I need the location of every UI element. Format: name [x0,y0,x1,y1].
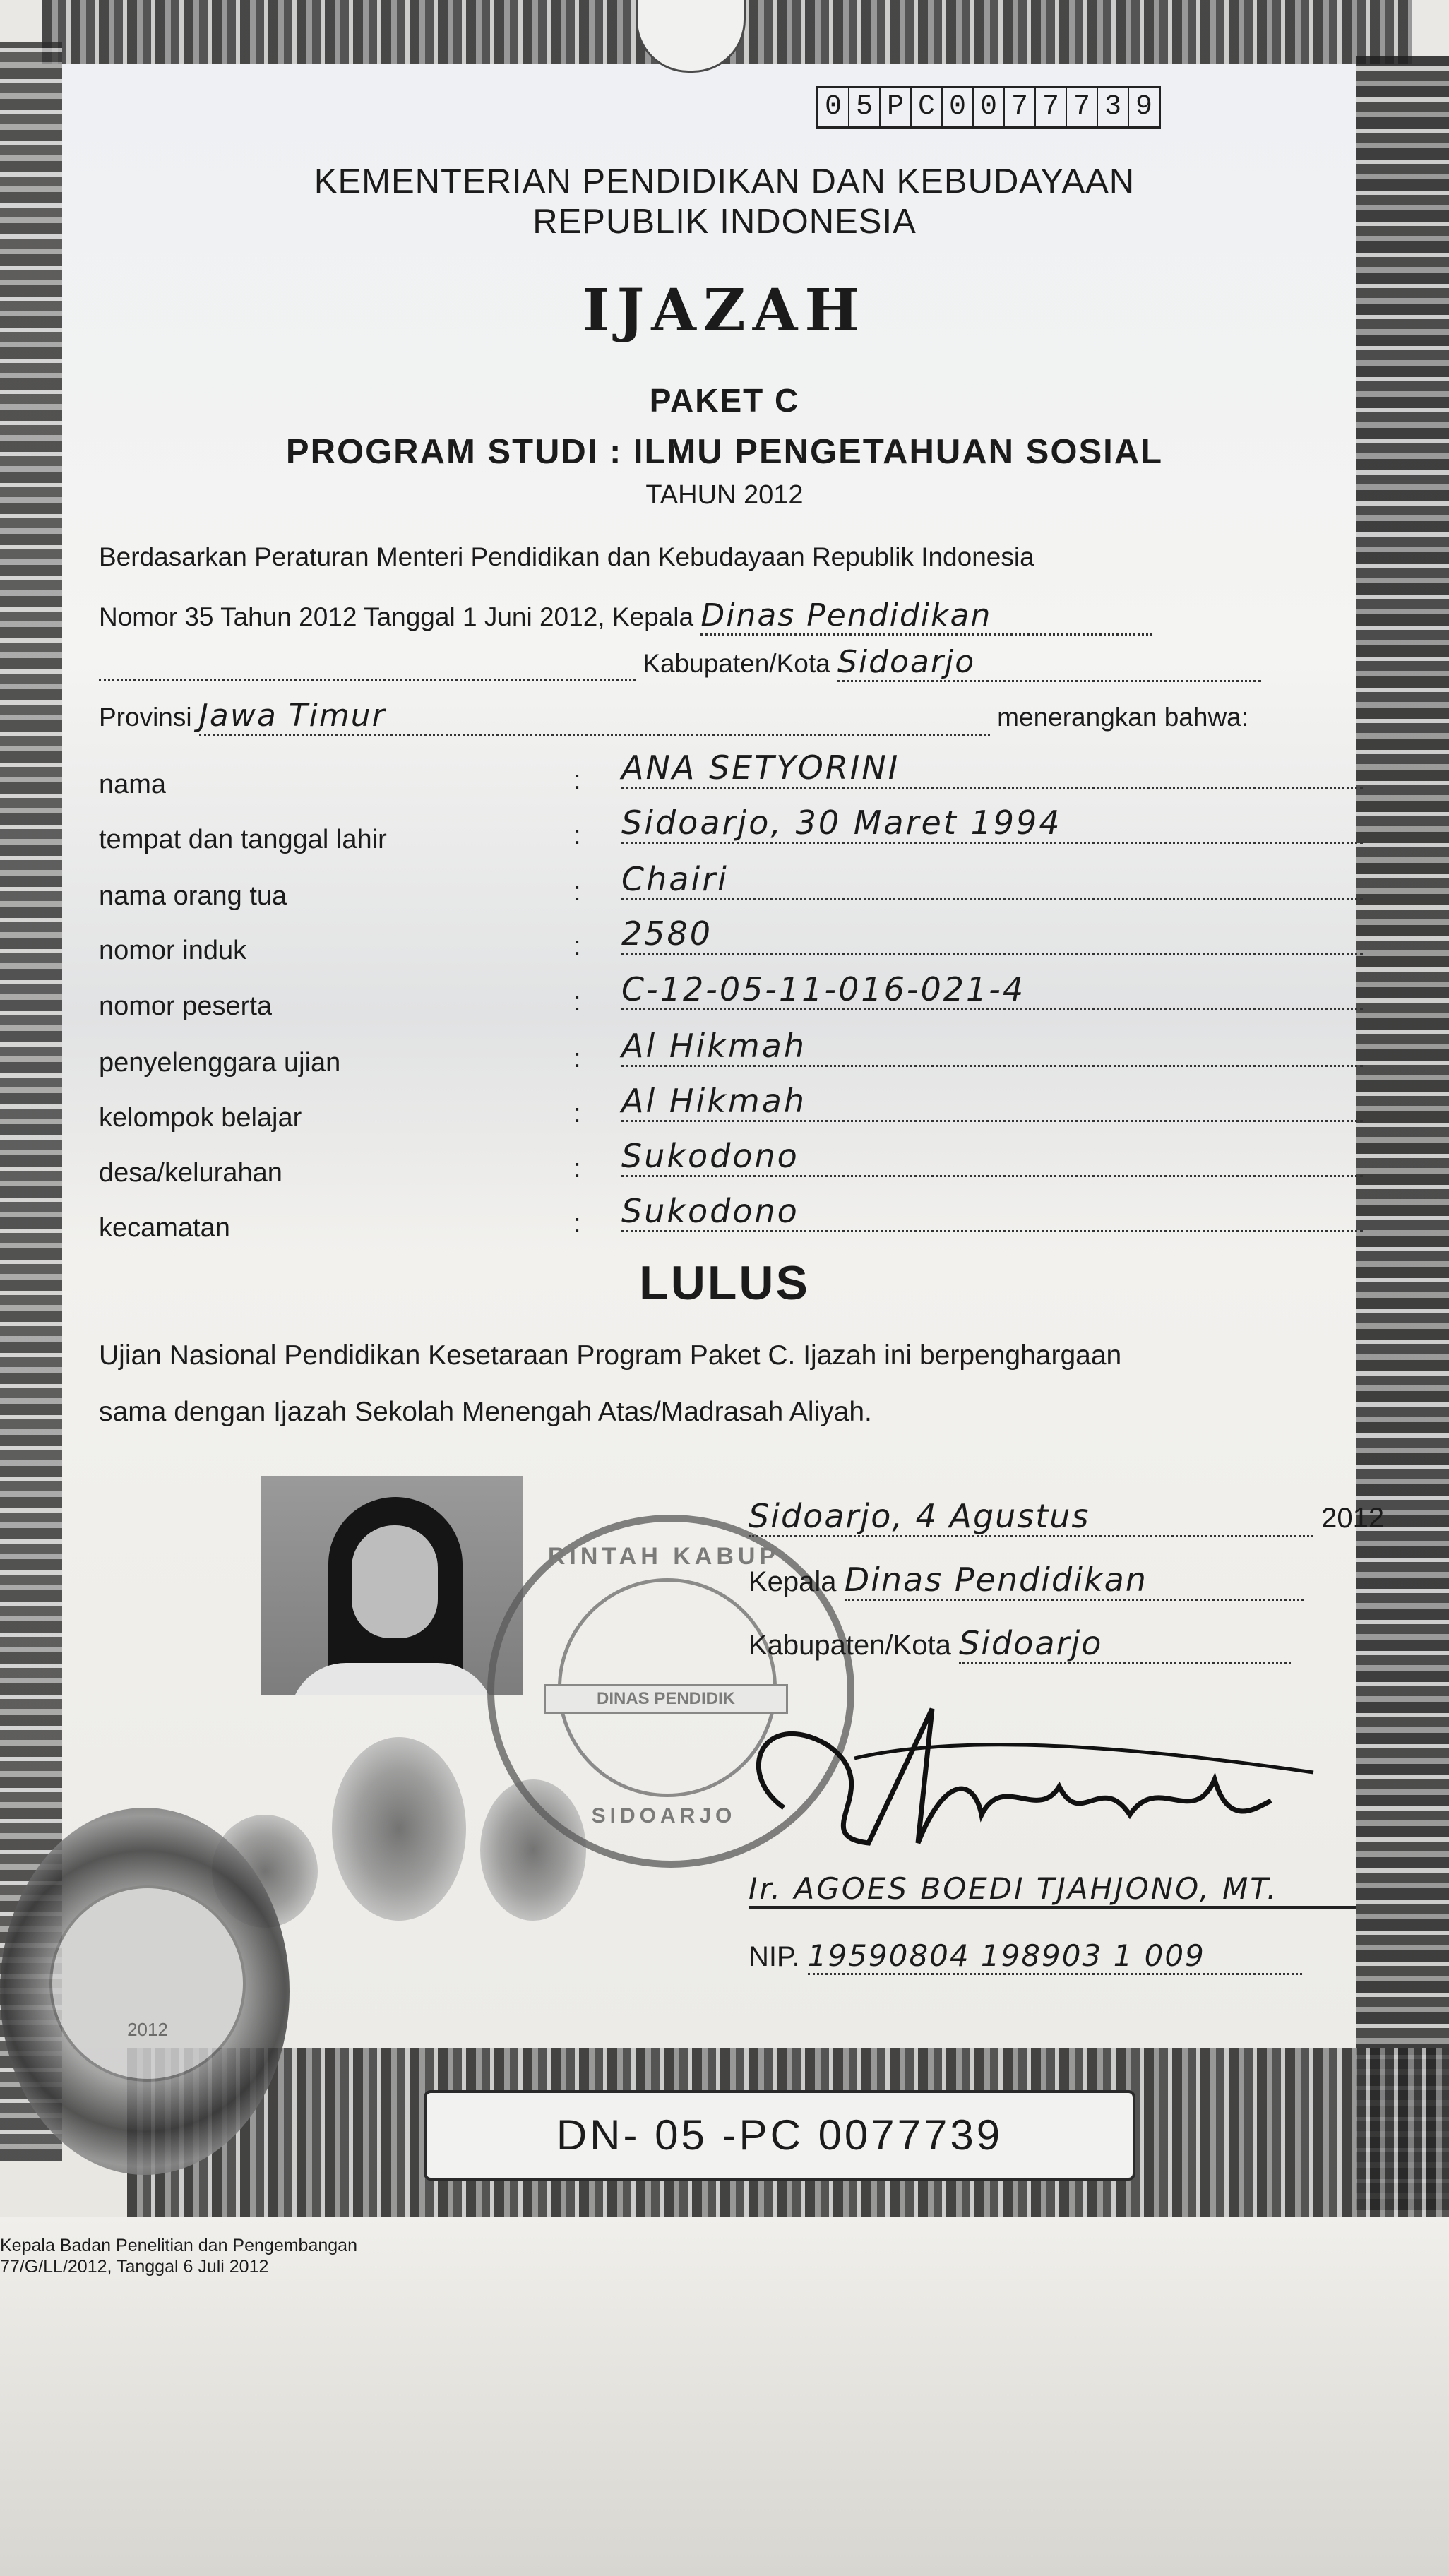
result-text-2: sama dengan Ijazah Sekolah Menengah Atas/Madrasah Aliyah. [99,1397,872,1427]
basis-line-2 [99,597,1342,636]
field-label: nomor peserta [99,991,273,1021]
field-label: desa/kelurahan [99,1158,282,1188]
field-value: Sukodono [621,1192,1363,1232]
signature-scribble [706,1666,1342,1878]
field-colon: : [573,987,581,1017]
serial-digit: C [912,88,943,126]
ministry-name: KEMENTERIAN PENDIDIKAN DAN KEBUDAYAAN [314,162,1135,201]
serial-digit: 7 [1036,88,1067,126]
package-name: PAKET C [649,382,800,419]
serial-digit: 3 [1098,88,1129,126]
field-colon: : [573,765,581,795]
sign-regency-value: Sidoarjo [959,1624,1291,1664]
result-text-1: Ujian Nasional Pendidikan Kesetaraan Program Paket C. Ijazah ini berpenghargaan [99,1340,1122,1371]
basis-line-4 [99,698,1342,736]
serial-digit: 0 [943,88,974,126]
year: TAHUN 2012 [645,480,804,510]
field-label: kelompok belajar [99,1103,302,1133]
embossed-seal [0,1808,290,2175]
field-colon: : [573,1099,581,1128]
field-value: ANA SETYORINI [621,749,1363,789]
field-colon: : [573,1154,581,1183]
serial-digit: 0 [974,88,1005,126]
serial-digit: P [881,88,912,126]
field-value: Al Hikmah [621,1082,1363,1122]
basis-line-1: Berdasarkan Peraturan Menteri Pendidikan dan Kebudayaan Republik Indonesia [99,542,1034,571]
tut-wuri-handayani-emblem-icon: 2012 [49,1885,246,2082]
blank-dots [99,649,636,681]
fingerprint-thumb-icon [332,1737,466,1921]
field-colon: : [573,1044,581,1073]
province-label: Provinsi [99,703,192,732]
sign-date-value: Sidoarjo, 4 Agustus [749,1497,1313,1537]
serial-digit: 7 [1005,88,1036,126]
regency-label: Kabupaten/Kota [643,649,830,678]
field-colon: : [573,877,581,907]
field-label: nama [99,770,167,799]
field-colon: : [573,931,581,961]
official-stamp: RINTAH KABUP DINAS PENDIDIK SIDOARJO [487,1515,854,1868]
nip-label: NIP. [749,1941,800,1972]
field-label: tempat dan tanggal lahir [99,825,387,854]
result-status: LULUS [639,1256,810,1310]
field-value: 2580 [621,914,1363,955]
signer-name: Ir. AGOES BOEDI TJAHJONO, MT. [749,1871,1356,1909]
sign-head-value: Dinas Pendidikan [845,1561,1304,1601]
basis-line-3 [99,644,1342,682]
serial-digit: 0 [818,88,849,126]
sign-regency-line [749,1624,1291,1664]
sign-head-label: Kepala [749,1566,837,1597]
serial-digit: 9 [1135,91,1152,123]
serial-digit: 7 [1067,88,1098,126]
study-program: PROGRAM STUDI : ILMU PENGETAHUAN SOSIAL [285,433,1164,471]
sign-place-date [749,1497,1384,1537]
province-value: Jawa Timur [199,698,990,736]
ornamental-border-left [0,42,62,2161]
nip-line [749,1938,1302,1975]
field-value: C-12-05-11-016-021-4 [621,970,1363,1010]
student-photo [261,1476,523,1695]
sign-regency-label: Kabupaten/Kota [749,1630,951,1661]
footer-note-2: 77/G/LL/2012, Tanggal 6 Juli 2012 [0,2257,269,2277]
back-page [0,2217,1449,2576]
field-label: kecamatan [99,1213,230,1243]
serial-digit: 5 [849,88,881,126]
footer-note-1: Kepala Badan Penelitian dan Pengembangan [0,2236,357,2255]
basis-line-2-text: Nomor 35 Tahun 2012 Tanggal 1 Juni 2012, Kepala [99,602,694,631]
field-label: nama orang tua [99,881,287,911]
field-value: Sidoarjo, 30 Maret 1994 [621,804,1363,844]
field-value: Al Hikmah [621,1027,1363,1067]
states-text: menerangkan bahwa: [997,703,1249,732]
office-value: Dinas Pendidikan [700,597,1152,636]
field-colon: : [573,821,581,850]
nip-value: 19590804 198903 1 009 [808,1938,1302,1975]
field-value: Sukodono [621,1137,1363,1177]
regency-value: Sidoarjo [837,644,1261,682]
ornamental-border-right [1356,56,1449,2210]
document-title: IJAZAH [583,277,866,345]
sign-head-line [749,1561,1304,1601]
field-colon: : [573,1209,581,1239]
republic-name: REPUBLIK INDONESIA [532,203,917,241]
field-label: nomor induk [99,936,247,965]
field-label: penyelenggara ujian [99,1048,341,1078]
sign-year: 2012 [1321,1503,1385,1534]
document-number: DN- 05 -PC 0077739 [424,2090,1135,2181]
field-value: Chairi [621,860,1363,900]
serial-number-box [816,86,1161,129]
